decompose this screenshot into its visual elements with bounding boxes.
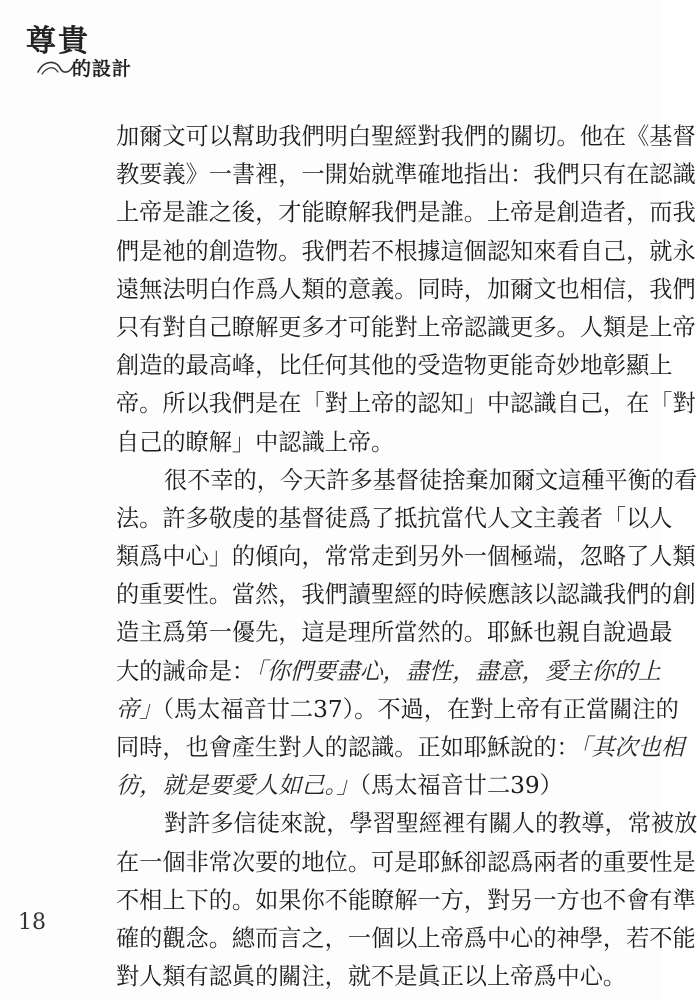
text-line [116, 691, 679, 729]
text-line [116, 729, 685, 767]
swirl-ornament-icon [36, 56, 76, 78]
text-line: 加爾文可以幫助我們明白聖經對我們的關切。他在《基督 [116, 123, 696, 150]
text-run: 大的誡命是： [116, 657, 256, 685]
text-line: 上帝是誰之後，才能瞭解我們是誰。上帝是創造者，而我 [116, 199, 696, 227]
scripture-quote: 彷，就是要愛人如己。」 [116, 772, 360, 800]
text-line: 法。許多敬虔的基督徒爲了抵抗當代人文主義者「以人 [116, 504, 673, 532]
text-line: 很不幸的，今天許多基督徒捨棄加爾文這種平衡的看 [164, 466, 697, 494]
text-run: （馬太福音廿二39） [359, 772, 563, 800]
scripture-quote: 「你們要盡心，盡性，盡意，愛主你的上 [255, 657, 661, 685]
text-line [116, 767, 644, 805]
text-line: 確的觀念。總而言之，一個以上帝爲中心的神學，若不能 [116, 924, 696, 952]
text-line [116, 653, 661, 691]
text-run: （馬太福音廿二37）。不過，在對上帝有正當關注的 [162, 695, 679, 723]
text-line: 遠無法明白作爲人類的意義。同時，加爾文也相信，我們 [116, 275, 696, 303]
text-line: 在一個非常次要的地位。可是耶穌卻認爲兩者的重要性是 [116, 848, 696, 876]
body-text [116, 118, 697, 996]
running-header-subtitle: 的設計 [72, 58, 133, 80]
running-header-title: 尊貴 [26, 24, 90, 59]
text-line: 自己的瞭解」中認識上帝。 [116, 428, 395, 456]
text-line: 只有對自己瞭解更多才可能對上帝認識更多。人類是上帝 [116, 313, 696, 341]
text-line: 造主爲第一優先，這是理所當然的。耶穌也親自說過最 [116, 619, 673, 647]
text-line: 的重要性。當然，我們讀聖經的時候應該以認識我們的創 [116, 581, 696, 609]
text-line: 對許多信徒來說，學習聖經裡有關人的教導，常被放 [164, 810, 697, 838]
text-run: 同時，也會產生對人的認識。正如耶穌說的： [116, 734, 580, 761]
text-line: 類爲中心」的傾向，常常走到另外一個極端，忽略了人類 [116, 543, 696, 571]
text-line: 們是祂的創造物。我們若不根據這個認知來看自己，就永 [116, 237, 696, 265]
text-line: 創造的最高峰，比任何其他的受造物更能奇妙地彰顯上 [116, 352, 673, 380]
page-number: 18 [18, 910, 46, 935]
scripture-quote: 「其次也相 [579, 734, 685, 761]
text-line: 帝。所以我們是在「對上帝的認知」中認識自己，在「對 [116, 390, 696, 418]
text-line: 對人類有認眞的關注，就不是眞正以上帝爲中心。 [116, 963, 627, 991]
text-line: 教要義》一書裡，一開始就準確地指出：我們只有在認識 [116, 161, 696, 189]
text-line: 不相上下的。如果你不能瞭解一方，對另一方也不會有準 [116, 886, 696, 914]
scripture-quote: 帝」 [116, 695, 163, 723]
running-header [22, 16, 152, 78]
